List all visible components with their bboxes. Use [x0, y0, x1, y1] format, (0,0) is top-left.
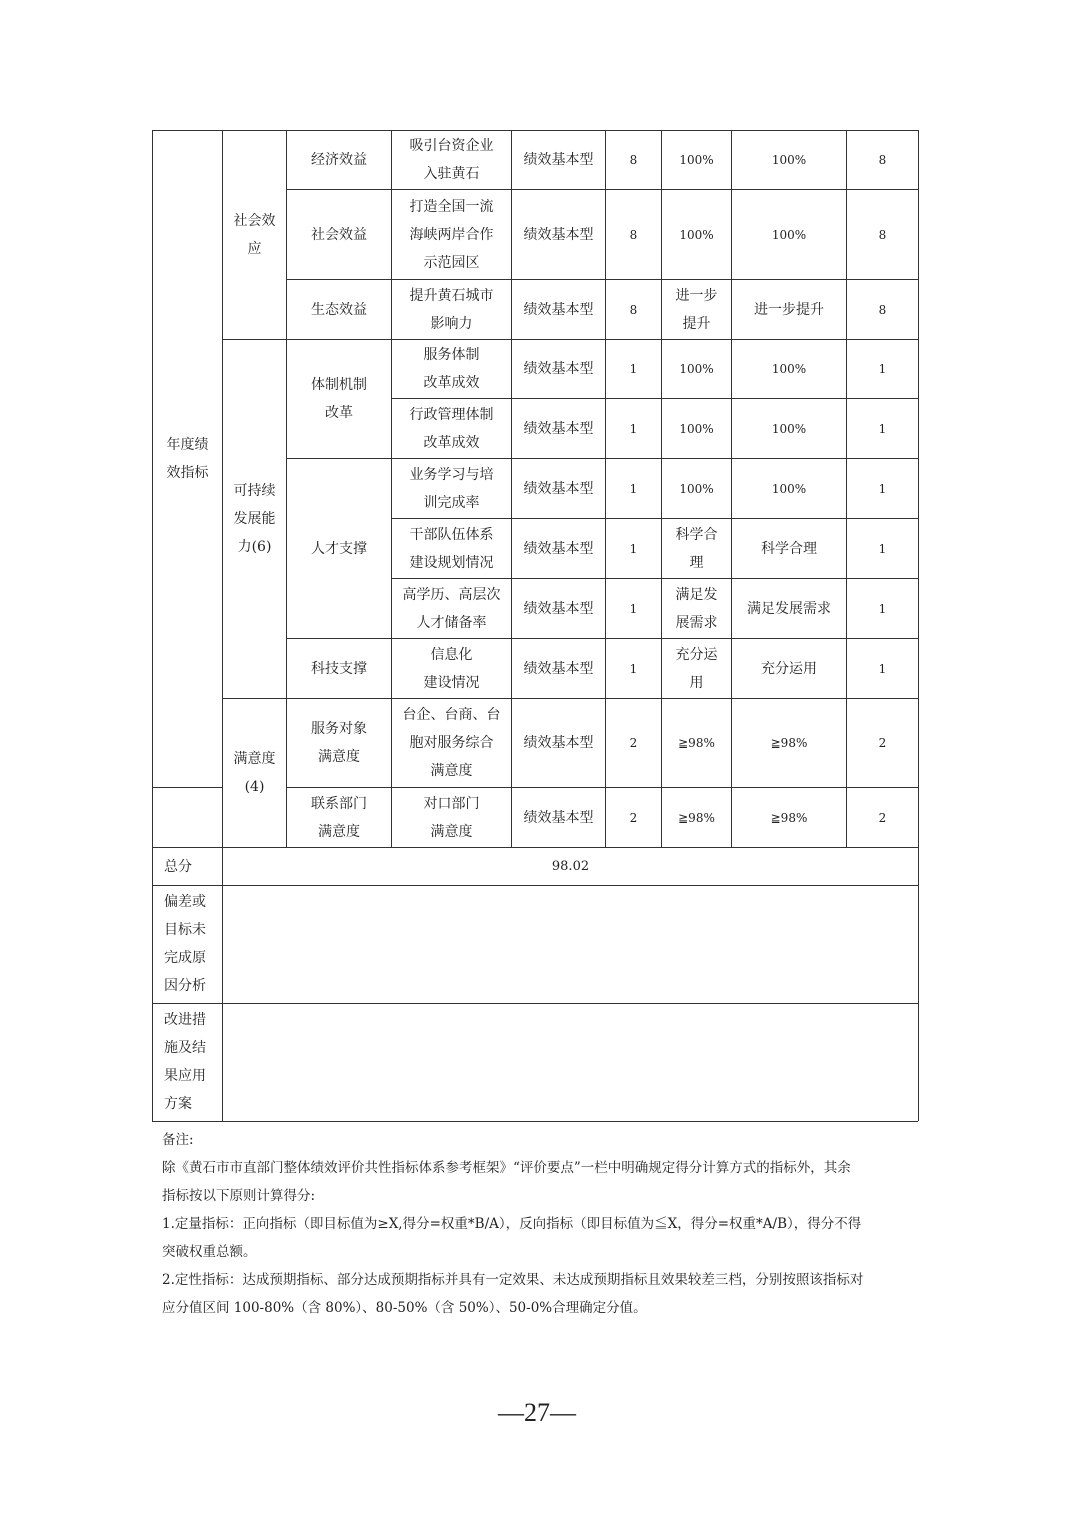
- target-cell: 100%: [679, 153, 714, 167]
- weight-cell: 1: [629, 661, 638, 676]
- indicator-cell: 行政管理体制 改革成效: [409, 406, 494, 451]
- score-cell: 2: [878, 736, 887, 750]
- target-cell: ≧98%: [678, 810, 715, 825]
- subgroup-economic: 经济效益: [311, 152, 367, 168]
- subgroup-talent: 人才支撑: [311, 540, 367, 557]
- group-label-social-benefit: 社会效 应: [233, 213, 276, 257]
- notes-text: 指标按以下原则计算得分:: [162, 1188, 316, 1204]
- target-cell: 100%: [679, 481, 714, 496]
- row-line: [152, 787, 222, 788]
- actual-cell: 100%: [771, 481, 807, 496]
- score-cell: 1: [878, 661, 887, 676]
- subgroup-ecological: 生态效益: [311, 301, 367, 318]
- indicator-cell: 服务体制 改革成效: [423, 347, 480, 391]
- weight-cell: 8: [629, 153, 638, 167]
- target-cell: 100%: [679, 421, 714, 436]
- target-cell: 充分运 用: [675, 646, 718, 691]
- indicator-cell: 吸引台资企业 入驻黄石: [409, 138, 494, 182]
- actual-cell: 科学合理: [761, 540, 817, 557]
- indicator-cell: 台企、台商、台 胞对服务综合 满意度: [402, 707, 501, 779]
- actual-cell: 满足发展需求: [747, 600, 831, 617]
- indicator-cell: 干部队伍体系 建设规划情况: [409, 526, 494, 571]
- group-label-sustainable: 可持续 发展能 力(6): [233, 483, 276, 555]
- type-cell: 绩效基本型: [523, 152, 594, 168]
- notes-text: 除《黄石市市直部门整体绩效评价共性指标体系参考框架》“评价要点”一栏中明确规定得分计算方式的指标外，其余: [162, 1160, 851, 1176]
- type-cell: 绩效基本型: [523, 600, 594, 617]
- page-number: —27—: [498, 1398, 576, 1427]
- type-cell: 绩效基本型: [523, 420, 594, 437]
- improvement-label: 改进措 施及结 果应用 方案: [164, 1012, 206, 1112]
- notes-title: 备注:: [162, 1132, 194, 1148]
- deviation-value: [223, 886, 918, 1003]
- score-cell: 8: [878, 153, 887, 167]
- indicator-cell: 高学历、高层次 人才储备率: [402, 586, 501, 631]
- target-cell: 进一步 提升: [675, 287, 718, 332]
- weight-cell: 1: [629, 362, 638, 376]
- type-cell: 绩效基本型: [523, 540, 594, 557]
- score-cell: 1: [878, 481, 887, 496]
- table-border-right: [918, 130, 919, 1121]
- weight-cell: 1: [629, 541, 638, 556]
- actual-cell: ≧98%: [770, 736, 808, 750]
- notes-text: 1.定量指标：正向指标（即目标值为≥X,得分=权重*B/A），反向指标（即目标值为≦X，得分=权重*A/B），得分不得: [162, 1216, 862, 1232]
- score-cell: 1: [878, 421, 887, 436]
- target-cell: ≧98%: [678, 736, 715, 750]
- indicator-cell: 提升黄石城市 影响力: [409, 287, 494, 332]
- subgroup-social: 社会效益: [311, 226, 367, 243]
- target-cell: 科学合 理: [675, 526, 718, 571]
- actual-cell: 100%: [771, 227, 807, 242]
- notes-text: 2.定性指标：达成预期指标、部分达成预期指标并具有一定效果、未达成预期指标且效果较差三档，分别按照该指标对: [162, 1272, 864, 1288]
- target-cell: 100%: [679, 362, 714, 376]
- actual-cell: ≧98%: [770, 810, 808, 825]
- actual-cell: 100%: [771, 362, 807, 376]
- type-cell: 绩效基本型: [523, 660, 594, 677]
- total-label: 总分: [164, 858, 192, 875]
- subgroup-tech: 科技支撑: [311, 660, 367, 677]
- subgroup-service-target: 服务对象 满意度: [311, 721, 367, 765]
- indicator-cell: 打造全国一流 海峡两岸合作 示范园区: [409, 198, 494, 271]
- score-cell: 8: [878, 302, 887, 317]
- notes-text: 应分值区间 100-80%（含 80%）、80-50%（含 50%）、50-0%合理确定分值。: [162, 1300, 647, 1316]
- weight-cell: 2: [629, 810, 638, 825]
- score-cell: 1: [878, 541, 887, 556]
- target-cell: 100%: [679, 227, 714, 242]
- subgroup-liaison: 联系部门 满意度: [311, 795, 367, 840]
- weight-cell: 8: [629, 302, 638, 317]
- weight-cell: 1: [629, 421, 638, 436]
- weight-cell: 2: [629, 736, 638, 750]
- actual-cell: 100%: [771, 421, 807, 436]
- weight-cell: 1: [629, 481, 638, 496]
- deviation-label: 偏差或 目标未 完成原 因分析: [164, 894, 206, 994]
- target-cell: 满足发 展需求: [675, 586, 718, 631]
- type-cell: 绩效基本型: [523, 809, 594, 826]
- indicator-cell: 信息化 建设情况: [423, 646, 480, 691]
- group-label-satisfaction: 满意度 (4): [233, 751, 276, 795]
- score-cell: 8: [878, 227, 887, 242]
- total-value: 98.02: [551, 858, 590, 874]
- actual-cell: 100%: [771, 153, 807, 167]
- type-cell: 绩效基本型: [523, 735, 594, 751]
- score-cell: 2: [878, 810, 887, 825]
- section-label: 年度绩 效指标: [166, 437, 209, 481]
- actual-cell: 进一步提升: [754, 301, 824, 318]
- type-cell: 绩效基本型: [523, 480, 594, 497]
- improvement-value: [223, 1004, 918, 1121]
- score-cell: 1: [878, 362, 887, 376]
- score-cell: 1: [878, 601, 887, 616]
- subgroup-institutional: 体制机制 改革: [311, 377, 367, 421]
- indicator-cell: 业务学习与培 训完成率: [409, 466, 494, 511]
- weight-cell: 8: [629, 227, 638, 242]
- actual-cell: 充分运用: [761, 660, 817, 677]
- indicator-cell: 对口部门 满意度: [423, 795, 480, 840]
- table-border-bottom: [152, 1121, 918, 1122]
- type-cell: 绩效基本型: [523, 301, 594, 318]
- type-cell: 绩效基本型: [523, 361, 594, 377]
- weight-cell: 1: [629, 601, 638, 616]
- notes-text: 突破权重总额。: [162, 1244, 257, 1260]
- type-cell: 绩效基本型: [523, 226, 594, 243]
